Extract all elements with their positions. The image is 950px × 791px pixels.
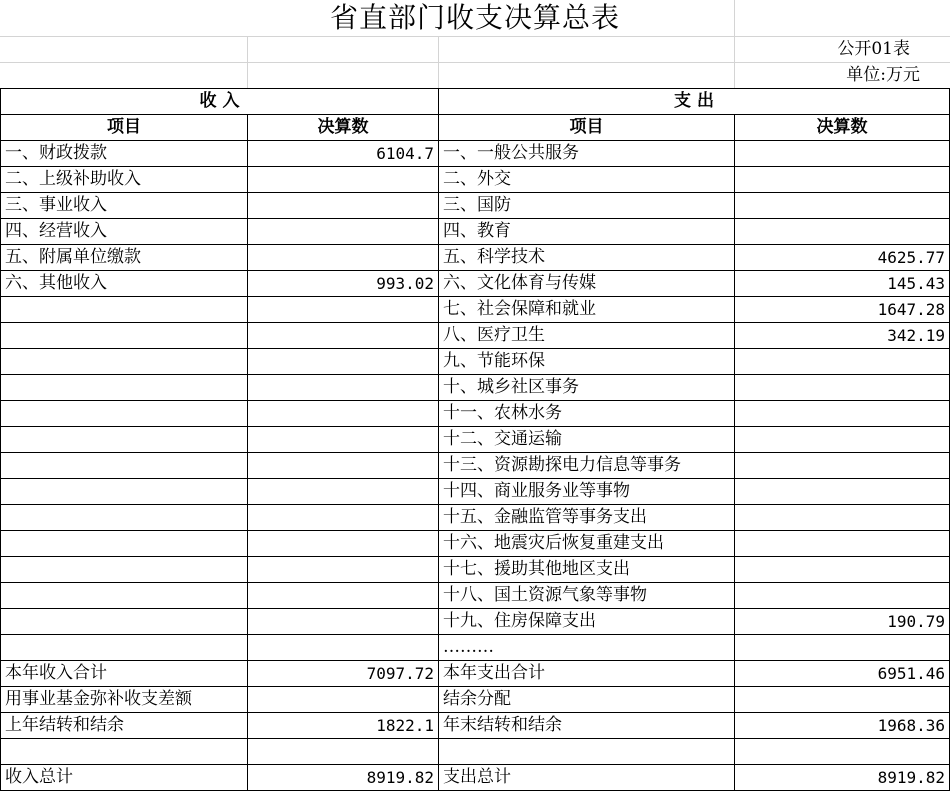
expense-item-cell: 六、文化体育与传媒: [443, 273, 596, 293]
income-amount-cell: 1822.1: [376, 716, 434, 735]
expense-item-cell: 九、节能环保: [443, 351, 545, 371]
income-amount-cell: [248, 167, 438, 192]
income-amount-cell: [248, 245, 438, 270]
income-item-cell: [1, 635, 247, 660]
expense-amount-cell: 1647.28: [877, 300, 945, 319]
expense-item-cell: 五、科学技术: [443, 247, 545, 267]
income-amount-cell: [248, 323, 438, 348]
page-title: 省直部门收支决算总表: [329, 1, 620, 34]
expense-amount-header: 决算数: [816, 117, 868, 137]
expense-item-cell: 本年支出合计: [443, 663, 545, 683]
income-amount-header: 决算数: [317, 117, 369, 137]
income-amount-cell: 8919.82: [366, 768, 434, 787]
income-item-cell: 上年结转和结余: [5, 715, 124, 735]
expense-item-cell: 结余分配: [443, 689, 511, 709]
income-item-cell: 用事业基金弥补收支差额: [5, 689, 192, 709]
expense-amount-cell: 4625.77: [877, 248, 945, 267]
expense-amount-cell: [735, 739, 949, 764]
expense-amount-cell: [735, 583, 949, 608]
expense-amount-cell: [735, 453, 949, 478]
income-amount-cell: [248, 635, 438, 660]
expense-item-cell: 二、外交: [443, 169, 511, 189]
income-item-cell: 六、其他收入: [5, 273, 107, 293]
income-item-cell: [1, 401, 247, 426]
expense-item-cell: 十、城乡社区事务: [443, 377, 579, 397]
expense-amount-cell: 6951.46: [877, 664, 945, 683]
income-item-cell: [1, 297, 247, 322]
expense-amount-cell: [735, 531, 949, 556]
income-item-cell: [1, 531, 247, 556]
expense-amount-cell: [735, 635, 949, 660]
income-item-cell: [1, 375, 247, 400]
expense-item-cell: 十一、农林水务: [443, 403, 562, 423]
expense-item-header: 项目: [569, 117, 604, 137]
expense-amount-cell: [735, 141, 949, 166]
expense-amount-cell: 342.19: [887, 326, 945, 345]
income-amount-cell: [248, 375, 438, 400]
income-amount-cell: [248, 427, 438, 452]
income-amount-cell: 7097.72: [366, 664, 434, 683]
income-amount-cell: [248, 531, 438, 556]
income-amount-cell: [248, 583, 438, 608]
income-item-cell: [1, 349, 247, 374]
income-item-cell: 本年收入合计: [5, 663, 107, 683]
expense-amount-cell: 190.79: [887, 612, 945, 631]
form-code: 公开01表: [837, 39, 910, 59]
income-amount-cell: [248, 505, 438, 530]
expense-amount-cell: [735, 557, 949, 582]
income-item-cell: 三、事业收入: [5, 195, 107, 215]
income-item-cell: 收入总计: [5, 767, 73, 787]
expense-item-cell: ………: [443, 637, 494, 657]
expense-item-cell: 十三、资源勘探电力信息等事务: [443, 455, 681, 475]
income-amount-cell: 993.02: [376, 274, 434, 293]
expense-item-cell: 十二、交通运输: [443, 429, 562, 449]
income-item-header: 项目: [107, 117, 141, 137]
expense-item-cell: 三、国防: [443, 195, 511, 215]
unit-label: 单位:万元: [846, 65, 920, 85]
expense-amount-cell: [735, 687, 949, 712]
expense-item-cell: 七、社会保障和就业: [443, 299, 596, 319]
expense-amount-cell: [735, 401, 949, 426]
expense-amount-cell: 1968.36: [877, 716, 945, 735]
income-amount-cell: [248, 349, 438, 374]
expense-amount-cell: [735, 219, 949, 244]
expense-amount-cell: [735, 193, 949, 218]
income-item-cell: 一、财政拨款: [5, 143, 107, 163]
expense-item-cell: 一、一般公共服务: [443, 143, 579, 163]
income-amount-cell: [248, 739, 438, 764]
expense-item-cell: 支出总计: [443, 767, 511, 787]
expense-amount-cell: [735, 427, 949, 452]
income-amount-cell: [248, 297, 438, 322]
expense-amount-cell: 8919.82: [877, 768, 945, 787]
income-item-cell: 四、经营收入: [5, 221, 107, 241]
expense-item-cell: 四、教育: [443, 221, 511, 241]
gridline: [247, 36, 248, 88]
expense-amount-cell: [735, 505, 949, 530]
income-item-cell: [1, 479, 247, 504]
income-item-cell: 五、附属单位缴款: [5, 247, 141, 267]
expense-item-cell: 十五、金融监管等事务支出: [443, 507, 647, 527]
expense-item-cell: [439, 739, 734, 764]
expense-amount-cell: [735, 375, 949, 400]
income-item-cell: [1, 427, 247, 452]
expense-amount-cell: [735, 167, 949, 192]
income-amount-cell: [248, 479, 438, 504]
income-amount-cell: [248, 401, 438, 426]
expense-header: 支 出: [674, 91, 714, 111]
expense-amount-cell: [735, 479, 949, 504]
expense-item-cell: 十四、商业服务业等事物: [443, 481, 630, 501]
income-amount-cell: [248, 557, 438, 582]
income-header: 收 入: [199, 91, 240, 111]
expense-item-cell: 十九、住房保障支出: [443, 611, 596, 631]
expense-item-cell: 年末结转和结余: [443, 715, 562, 735]
income-item-cell: [1, 323, 247, 348]
expense-amount-cell: 145.43: [887, 274, 945, 293]
income-amount-cell: 6104.7: [376, 144, 434, 163]
income-amount-cell: [248, 193, 438, 218]
expense-item-cell: 十八、国土资源气象等事物: [443, 585, 647, 605]
gridline: [438, 36, 439, 88]
expense-item-cell: 八、医疗卫生: [443, 325, 545, 345]
income-amount-cell: [248, 453, 438, 478]
income-item-cell: [1, 583, 247, 608]
expense-amount-cell: [735, 349, 949, 374]
income-amount-cell: [248, 609, 438, 634]
expense-item-cell: 十七、援助其他地区支出: [443, 559, 630, 579]
income-amount-cell: [248, 219, 438, 244]
income-amount-cell: [248, 687, 438, 712]
income-item-cell: [1, 505, 247, 530]
income-item-cell: [1, 739, 247, 764]
income-item-cell: [1, 609, 247, 634]
income-item-cell: 二、上级补助收入: [5, 169, 141, 189]
expense-item-cell: 十六、地震灾后恢复重建支出: [443, 533, 664, 553]
income-item-cell: [1, 453, 247, 478]
income-item-cell: [1, 557, 247, 582]
